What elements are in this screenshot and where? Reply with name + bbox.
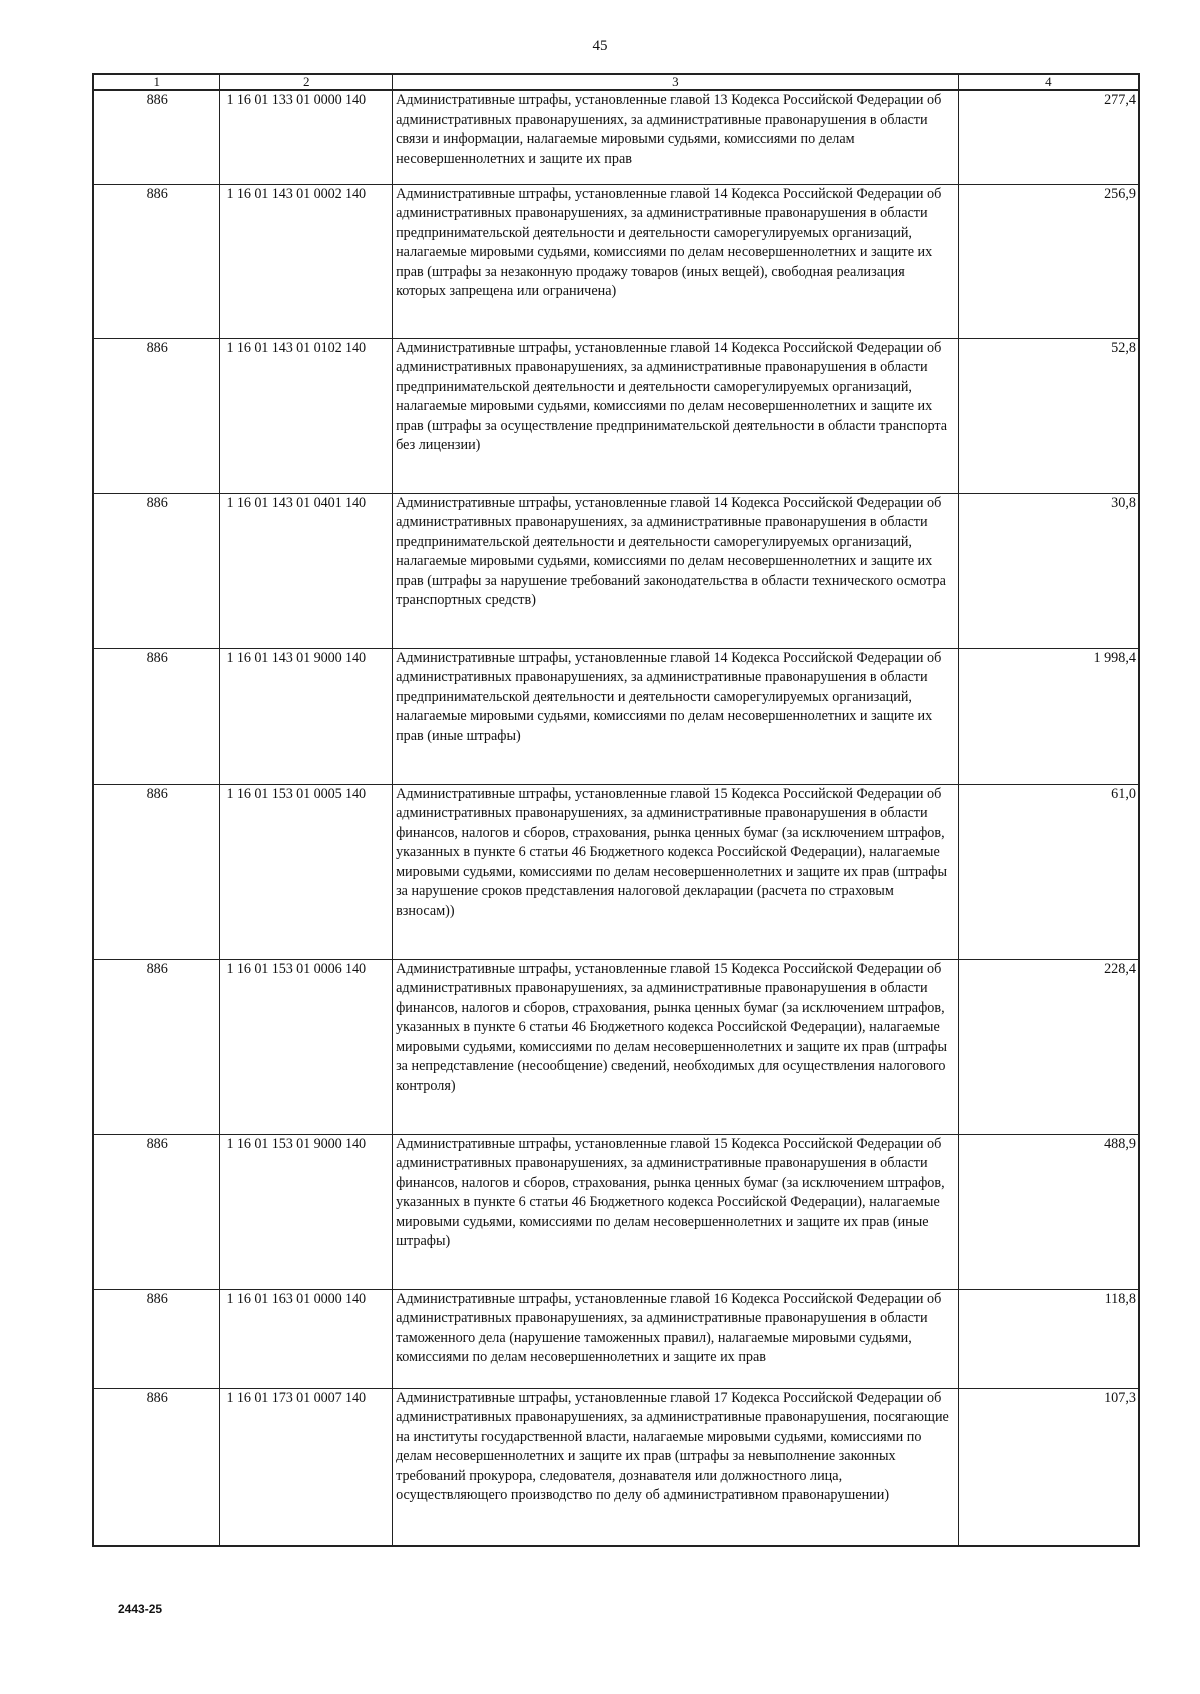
admin-code-cell: 886 [93, 1134, 220, 1289]
table-row [93, 1289, 1139, 1388]
budget-code-cell: 1 16 01 133 01 0000 140 [220, 90, 393, 184]
table-header [93, 74, 1139, 90]
income-name-cell: Административные штрафы, установленные главой 14 Кодекса Российской Федерации об административных правонарушениях, за административные правонарушения в области предпринимательской деятельности и деятельности саморегулируемых организаций, налагаемые мировыми судьями, комиссиями по делам несовершеннолетних и защите их прав (штрафы за осуществление предпринимательской деятельности в области транспорта без лицензии) [393, 338, 959, 493]
admin-code-cell: 886 [93, 338, 220, 493]
amount-cell: 488,9 [958, 1134, 1139, 1289]
amount-cell: 107,3 [958, 1388, 1139, 1546]
budget-table [92, 73, 1140, 1547]
budget-code-cell: 1 16 01 153 01 9000 140 [220, 1134, 393, 1289]
column-header-2: 2 [220, 74, 393, 90]
header-row [93, 74, 1139, 90]
budget-code-cell: 1 16 01 143 01 0002 140 [220, 184, 393, 338]
amount-cell: 61,0 [958, 784, 1139, 959]
amount-cell: 30,8 [958, 493, 1139, 648]
admin-code-cell: 886 [93, 1388, 220, 1546]
admin-code-cell: 886 [93, 1289, 220, 1388]
budget-code-cell: 1 16 01 153 01 0006 140 [220, 959, 393, 1134]
amount-cell: 277,4 [958, 90, 1139, 184]
table-row [93, 1134, 1139, 1289]
admin-code-cell: 886 [93, 648, 220, 784]
budget-code-cell: 1 16 01 163 01 0000 140 [220, 1289, 393, 1388]
amount-cell: 118,8 [958, 1289, 1139, 1388]
budget-code-cell: 1 16 01 143 01 0401 140 [220, 493, 393, 648]
income-name-cell: Административные штрафы, установленные главой 15 Кодекса Российской Федерации об административных правонарушениях, за административные правонарушения в области финансов, налогов и сборов, страхования, рынка ценных бумаг (за исключением штрафов, указанных в пункте 6 статьи 46 Бюджетного кодекса Российской Федерации), налагаемые мировыми судьями, комиссиями по делам несовершеннолетних и защите их прав (штрафы за непредставление (несообщение) сведений, необходимых для осуществления налогового контроля) [393, 959, 959, 1134]
budget-code-cell: 1 16 01 173 01 0007 140 [220, 1388, 393, 1546]
amount-cell: 52,8 [958, 338, 1139, 493]
amount-cell: 256,9 [958, 184, 1139, 338]
table-row [93, 338, 1139, 493]
table-row [93, 184, 1139, 338]
column-header-4: 4 [958, 74, 1139, 90]
column-header-1: 1 [93, 74, 220, 90]
table-row [93, 784, 1139, 959]
admin-code-cell: 886 [93, 90, 220, 184]
income-name-cell: Административные штрафы, установленные главой 15 Кодекса Российской Федерации об административных правонарушениях, за административные правонарушения в области финансов, налогов и сборов, страхования, рынка ценных бумаг (за исключением штрафов, указанных в пункте 6 статьи 46 Бюджетного кодекса Российской Федерации), налагаемые мировыми судьями, комиссиями по делам несовершеннолетних и защите их прав (штрафы за нарушение сроков представления налоговой декларации (расчета по страховым взносам)) [393, 784, 959, 959]
amount-cell: 228,4 [958, 959, 1139, 1134]
table-body [93, 90, 1139, 1546]
income-name-cell: Административные штрафы, установленные главой 16 Кодекса Российской Федерации об административных правонарушениях, за административные правонарушения в области таможенного дела (нарушение таможенных правил), налагаемые мировыми судьями, комиссиями по делам несовершеннолетних и защите их прав [393, 1289, 959, 1388]
page-number: 45 [592, 38, 608, 54]
income-name-cell: Административные штрафы, установленные главой 15 Кодекса Российской Федерации об административных правонарушениях, за административные правонарушения в области финансов, налогов и сборов, страхования, рынка ценных бумаг (за исключением штрафов, указанных в пункте 6 статьи 46 Бюджетного кодекса Российской Федерации), налагаемые мировыми судьями, комиссиями по делам несовершеннолетних и защите их прав (иные штрафы) [393, 1134, 959, 1289]
admin-code-cell: 886 [93, 493, 220, 648]
income-name-cell: Административные штрафы, установленные главой 14 Кодекса Российской Федерации об административных правонарушениях, за административные правонарушения в области предпринимательской деятельности и деятельности саморегулируемых организаций, налагаемые мировыми судьями, комиссиями по делам несовершеннолетних и защите их прав (иные штрафы) [393, 648, 959, 784]
admin-code-cell: 886 [93, 184, 220, 338]
table-row [93, 1388, 1139, 1546]
table-row [93, 959, 1139, 1134]
admin-code-cell: 886 [93, 959, 220, 1134]
table-row [93, 493, 1139, 648]
amount-cell: 1 998,4 [958, 648, 1139, 784]
document-footer-code: 2443-25 [118, 1602, 163, 1616]
income-name-cell: Административные штрафы, установленные главой 17 Кодекса Российской Федерации об административных правонарушениях, за административные правонарушения, посягающие на институты государственной власти, налагаемые мировыми судьями, комиссиями по делам несовершеннолетних и защите их прав (штрафы за невыполнение законных требований прокурора, следователя, дознавателя или должностного лица, осуществляющего производство по делу об административном правонарушении) [393, 1388, 959, 1546]
budget-code-cell: 1 16 01 143 01 0102 140 [220, 338, 393, 493]
income-name-cell: Административные штрафы, установленные главой 13 Кодекса Российской Федерации об административных правонарушениях, за административные правонарушения в области связи и информации, налагаемые мировыми судьями, комиссиями по делам несовершеннолетних и защите их прав [393, 90, 959, 184]
budget-code-cell: 1 16 01 153 01 0005 140 [220, 784, 393, 959]
income-name-cell: Административные штрафы, установленные главой 14 Кодекса Российской Федерации об административных правонарушениях, за административные правонарушения в области предпринимательской деятельности и деятельности саморегулируемых организаций, налагаемые мировыми судьями, комиссиями по делам несовершеннолетних и защите их прав (штрафы за нарушение требований законодательства в области технического осмотра транспортных средств) [393, 493, 959, 648]
table-row [93, 90, 1139, 184]
table-row [93, 648, 1139, 784]
budget-code-cell: 1 16 01 143 01 9000 140 [220, 648, 393, 784]
column-header-3: 3 [393, 74, 959, 90]
admin-code-cell: 886 [93, 784, 220, 959]
income-name-cell: Административные штрафы, установленные главой 14 Кодекса Российской Федерации об административных правонарушениях, за административные правонарушения в области предпринимательской деятельности и деятельности саморегулируемых организаций, налагаемые мировыми судьями, комиссиями по делам несовершеннолетних и защите их прав (штрафы за незаконную продажу товаров (иных вещей), свободная реализация которых запрещена или ограничена) [393, 184, 959, 338]
